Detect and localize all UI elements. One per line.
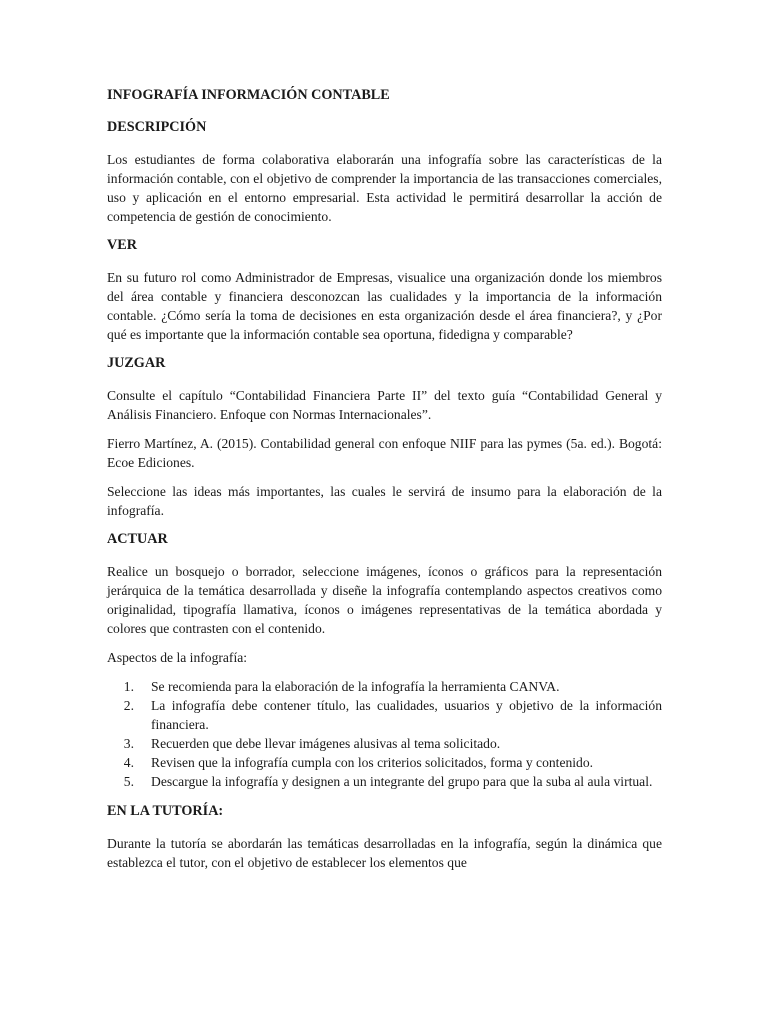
list-item: [107, 734, 662, 753]
list-item-text: La infografía debe contener título, las cualidades, usuarios y objetivo de la información financiera.: [151, 698, 662, 732]
juzgar-reference: Fierro Martínez, A. (2015). Contabilidad general con enfoque NIIF para las pymes (5a. ed.). Bogotá: Ecoe Ediciones.: [107, 436, 662, 470]
list-item-number: 3.: [123, 736, 134, 751]
list-item: [107, 696, 662, 734]
tutoria-paragraph: Durante la tutoría se abordarán las temáticas desarrolladas en la infografía, según la dinámica que establezca el tutor, con el objetivo de establecer los elementos que: [107, 836, 662, 870]
actuar-list-intro: Aspectos de la infografía:: [107, 650, 248, 665]
section-heading-tutoria: EN LA TUTORÍA:: [107, 803, 224, 819]
ver-paragraph: En su futuro rol como Administrador de Empresas, visualice una organización donde los miembros del área contable y financiera desconozcan las cualidades y la importancia de la información contable. ¿Cómo sería la toma de decisiones en esta organización desde el área financiera?, y ¿Por qué es importante que la información contable sea oportuna, fidedigna y comparable?: [107, 270, 662, 342]
aspects-list: [107, 677, 662, 791]
list-item-text: Se recomienda para la elaboración de la infografía la herramienta CANVA.: [151, 679, 560, 694]
list-item: [107, 677, 662, 696]
section-heading-actuar: ACTUAR: [107, 531, 168, 547]
list-item-number: 1.: [123, 679, 134, 694]
list-item-text: Descargue la infografía y designen a un integrante del grupo para que la suba al aula virtual.: [151, 774, 653, 789]
descripcion-paragraph: Los estudiantes de forma colaborativa elaborarán una infografía sobre las características de la información contable, con el objetivo de comprender la importancia de las transacciones comerciales, uso y aplicación en el entorno empresarial. Esta actividad le permitirá desarrollar la acción de competencia de gestión de conocimiento.: [107, 152, 662, 224]
list-item-text: Revisen que la infografía cumpla con los criterios solicitados, forma y contenido.: [151, 755, 594, 770]
actuar-paragraph: Realice un bosquejo o borrador, seleccione imágenes, íconos o gráficos para la representación jerárquica de la temática desarrollada y diseñe la infografía contemplando aspectos creativos como originalidad, tipografía llamativa, íconos o imágenes representativas de la temática abordada y colores que contrasten con el contenido.: [107, 564, 662, 636]
document-page: [107, 86, 662, 882]
list-item: [107, 753, 662, 772]
section-heading-ver: VER: [107, 237, 137, 253]
section-heading-descripcion: DESCRIPCIÓN: [107, 119, 207, 135]
document-title: INFOGRAFÍA INFORMACIÓN CONTABLE: [107, 87, 390, 103]
list-item-number: 5.: [123, 774, 134, 789]
section-heading-juzgar: JUZGAR: [107, 355, 166, 371]
list-item: [107, 772, 662, 791]
list-item-number: 4.: [123, 755, 134, 770]
juzgar-paragraph-1: Consulte el capítulo “Contabilidad Financiera Parte II” del texto guía “Contabilidad General y Análisis Financiero. Enfoque con Normas Internacionales”.: [107, 388, 662, 422]
list-item-number: 2.: [123, 698, 134, 713]
list-item-text: Recuerden que debe llevar imágenes alusivas al tema solicitado.: [151, 736, 501, 751]
juzgar-paragraph-3: Seleccione las ideas más importantes, las cuales le servirá de insumo para la elaboración de la infografía.: [107, 484, 662, 518]
